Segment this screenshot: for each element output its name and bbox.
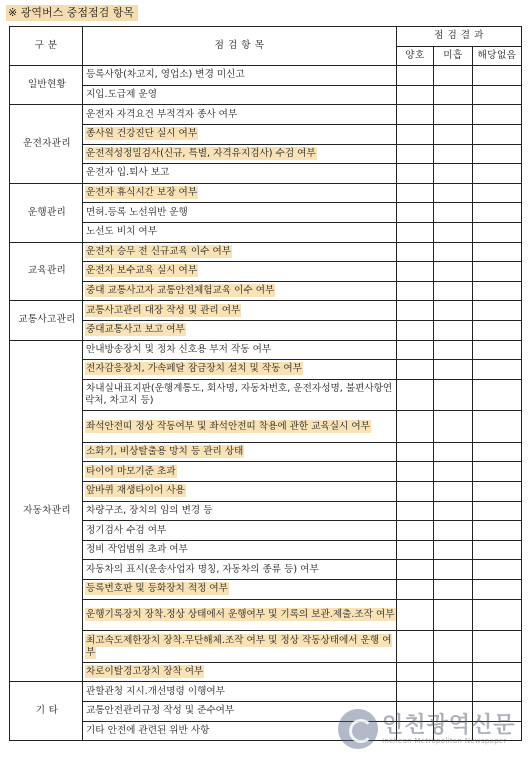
result-cell-poor[interactable] [434,662,473,682]
item-cell [83,521,397,541]
result-cell-poor[interactable] [434,340,473,360]
result-cell-na[interactable] [473,242,522,262]
item-cell [83,702,397,722]
result-cell-na[interactable] [473,164,522,184]
item-text: 지입.도급제 운영 [86,89,157,101]
result-cell-poor[interactable] [434,721,473,741]
result-cell-good[interactable] [397,360,434,380]
result-cell-good[interactable] [397,164,434,184]
result-cell-good[interactable] [397,85,434,105]
result-cell-poor[interactable] [434,281,473,301]
item-cell [83,411,397,443]
result-cell-poor[interactable] [434,442,473,462]
result-cell-poor[interactable] [434,262,473,282]
item-cell [83,631,397,663]
item-cell [83,144,397,164]
item-cell [83,682,397,702]
header-result-good: 양호 [397,46,434,66]
item-text: 운전자 휴식시간 보장 여부 [86,187,198,199]
item-cell [83,482,397,502]
table-row [10,521,522,541]
item-cell [83,85,397,105]
table-row [10,105,522,125]
result-cell-good[interactable] [397,262,434,282]
result-cell-na[interactable] [473,144,522,164]
table-row [10,85,522,105]
item-text: 노선도 비치 여부 [86,226,157,238]
item-cell [83,462,397,482]
item-text: 운전적성정밀검사(신규, 특별, 자격유지검사) 수검 여부 [86,147,316,159]
item-text: 정기검사 수검 여부 [86,524,167,536]
result-cell-good[interactable] [397,631,434,663]
category-cell: 일반현황 [10,66,83,105]
table-row [10,631,522,663]
result-cell-poor[interactable] [434,631,473,663]
result-cell-good[interactable] [397,203,434,223]
item-cell [83,442,397,462]
result-cell-good[interactable] [397,379,434,411]
item-text: 중대교통사고 보고 여부 [86,324,185,336]
item-cell [83,183,397,203]
table-row [10,379,522,411]
item-cell [83,203,397,223]
result-cell-poor[interactable] [434,105,473,125]
header-result-poor: 미흡 [434,46,473,66]
result-cell-good[interactable] [397,540,434,560]
table-row [10,721,522,741]
result-cell-na[interactable] [473,521,522,541]
item-cell [83,262,397,282]
result-cell-good[interactable] [397,340,434,360]
item-cell [83,281,397,301]
item-text: 소화기, 비상탈출용 망치 등 관리 상태 [86,446,244,458]
item-text: 운전자 승무 전 신규교육 이수 여부 [86,245,231,257]
item-cell [83,379,397,411]
header-result-group: 점 검 결 과 [397,27,522,47]
table-row [10,702,522,722]
result-cell-poor[interactable] [434,183,473,203]
result-cell-good[interactable] [397,222,434,242]
item-cell [83,360,397,380]
result-cell-poor[interactable] [434,521,473,541]
item-cell [83,340,397,360]
table-row [10,682,522,702]
table-row [10,580,522,600]
result-cell-poor[interactable] [434,580,473,600]
item-cell [83,222,397,242]
item-cell [83,580,397,600]
result-cell-na[interactable] [473,85,522,105]
result-cell-na[interactable] [473,379,522,411]
item-text: 교통사고관리 대장 작성 및 관리 여부 [86,304,241,316]
item-cell [83,560,397,580]
watermark-name: 인천광역신문 [382,712,516,738]
result-cell-poor[interactable] [434,540,473,560]
page-title: ※ 광역버스 중점점검 항목 [6,5,138,21]
table-row [10,262,522,282]
result-cell-good[interactable] [397,183,434,203]
result-cell-good[interactable] [397,662,434,682]
header-category: 구 분 [10,27,83,66]
table-row [10,411,522,443]
result-cell-poor[interactable] [434,203,473,223]
table-row [10,320,522,340]
item-text: 운전자 입.퇴사 보고 [86,167,170,179]
result-cell-na[interactable] [473,281,522,301]
result-cell-na[interactable] [473,560,522,580]
result-cell-poor[interactable] [434,320,473,340]
result-cell-good[interactable] [397,144,434,164]
table-row [10,599,522,631]
table-body [10,66,522,741]
item-cell [83,124,397,144]
result-cell-na[interactable] [473,462,522,482]
result-cell-good[interactable] [397,482,434,502]
category-cell: 교통사고관리 [10,301,83,340]
item-text: 면허.등록 노선위반 운행 [86,206,188,218]
item-text: 타이어 마모기준 초과 [86,465,176,477]
item-cell [83,242,397,262]
result-cell-na[interactable] [473,501,522,521]
item-cell [83,662,397,682]
item-text: 등록사항(차고지, 영업소) 변경 미신고 [86,69,245,81]
result-cell-poor[interactable] [434,85,473,105]
result-cell-na[interactable] [473,580,522,600]
item-text: 좌석안전띠 정상 작동여부 및 좌석안전띠 착용에 관한 교육실시 여부 [86,420,370,432]
result-cell-good[interactable] [397,105,434,125]
item-text: 안내방송장치 및 정차 신호용 부저 작동 여부 [86,343,272,355]
table-row [10,340,522,360]
header-item: 점 검 항 목 [83,27,397,66]
result-cell-poor[interactable] [434,560,473,580]
item-cell [83,66,397,86]
result-cell-good[interactable] [397,411,434,443]
item-text: 기타 안전에 관련된 위반 사항 [86,724,210,736]
result-cell-good[interactable] [397,66,434,86]
table-row [10,482,522,502]
item-cell [83,721,397,741]
item-text: 종사원 건강진단 실시 여부 [86,128,198,140]
item-text: 등록번호판 및 등화장치 적정 여부 [86,583,228,595]
result-cell-good[interactable] [397,242,434,262]
item-cell [83,501,397,521]
result-cell-na[interactable] [473,599,522,631]
result-cell-good[interactable] [397,124,434,144]
item-text: 운전자 자격요건 부적격자 종사 여부 [86,108,238,120]
result-cell-good[interactable] [397,580,434,600]
result-cell-poor[interactable] [434,411,473,443]
table-row [10,242,522,262]
table-row [10,203,522,223]
item-text: 차량구조, 장치의 임의 변경 등 [86,504,213,516]
result-cell-good[interactable] [397,320,434,340]
result-cell-good[interactable] [397,442,434,462]
table-row [10,662,522,682]
table-row [10,560,522,580]
result-cell-na[interactable] [473,540,522,560]
result-cell-na[interactable] [473,442,522,462]
result-cell-na[interactable] [473,222,522,242]
item-text: 운행기록장치 장착.정상 상태에서 운행여부 및 기록의 보관.제출.조작 여부 [86,608,395,620]
result-cell-na[interactable] [473,183,522,203]
item-cell [83,105,397,125]
result-cell-poor[interactable] [434,144,473,164]
item-text: 관할관청 지시.개선명령 이행여부 [86,685,225,697]
category-cell: 자동차관리 [10,340,83,682]
result-cell-poor[interactable] [434,124,473,144]
result-cell-poor[interactable] [434,222,473,242]
result-cell-good[interactable] [397,301,434,321]
result-cell-poor[interactable] [434,462,473,482]
table-row [10,144,522,164]
table-row [10,501,522,521]
item-cell [83,599,397,631]
table-row [10,360,522,380]
result-cell-na[interactable] [473,411,522,443]
result-cell-poor[interactable] [434,599,473,631]
result-cell-na[interactable] [473,124,522,144]
result-cell-good[interactable] [397,721,434,741]
result-cell-poor[interactable] [434,482,473,502]
result-cell-good[interactable] [397,560,434,580]
result-cell-na[interactable] [473,482,522,502]
result-cell-poor[interactable] [434,501,473,521]
category-cell: 운행관리 [10,183,83,242]
result-cell-poor[interactable] [434,164,473,184]
item-text: 전자감응장치, 가속페달 잠금장치 설치 및 작동 여부 [86,363,302,375]
table-row [10,301,522,321]
result-cell-good[interactable] [397,702,434,722]
result-cell-na[interactable] [473,66,522,86]
table-row [10,164,522,184]
item-cell [83,320,397,340]
result-cell-good[interactable] [397,682,434,702]
result-cell-na[interactable] [473,203,522,223]
result-cell-na[interactable] [473,631,522,663]
category-cell: 교육관리 [10,242,83,301]
table-row [10,183,522,203]
result-cell-poor[interactable] [434,702,473,722]
item-text: 운전자 보수교육 실시 여부 [86,265,198,277]
result-cell-na[interactable] [473,301,522,321]
item-text: 차로이탈경고장치 장착 여부 [86,666,204,678]
result-cell-poor[interactable] [434,379,473,411]
result-cell-good[interactable] [397,462,434,482]
item-text: 최고속도제한장치 장착.무단해체.조작 여부 및 정상 작동상태에서 운행 여부 [86,634,392,658]
table-row [10,442,522,462]
result-cell-na[interactable] [473,262,522,282]
inspection-table [9,26,522,741]
category-cell: 기 타 [10,682,83,741]
category-cell: 운전자관리 [10,105,83,183]
result-cell-good[interactable] [397,281,434,301]
result-cell-poor[interactable] [434,242,473,262]
result-cell-na[interactable] [473,105,522,125]
result-cell-good[interactable] [397,599,434,631]
item-text: 교통안전관리규정 작성 및 준수여부 [86,705,235,717]
result-cell-na[interactable] [473,662,522,682]
item-text: 자동차의 표시(운송사업자 명칭, 자동차의 종류 등) 여부 [86,563,319,575]
result-cell-poor[interactable] [434,682,473,702]
watermark-subtitle: Incheon Metropolitan Newspaper [382,737,507,745]
item-cell [83,540,397,560]
item-text: 차내실내표지판(운행계통도, 회사명, 자동차번호, 운전자성명, 불편사항연락처, 차고지 등) [85,382,393,406]
table-row [10,281,522,301]
table-row [10,540,522,560]
result-cell-good[interactable] [397,521,434,541]
header-result-na: 해당없음 [473,46,522,66]
result-cell-poor[interactable] [434,66,473,86]
item-text: 앞바퀴 재생타이어 사용 [86,485,185,497]
table-row [10,124,522,144]
table-row [10,66,522,86]
result-cell-poor[interactable] [434,301,473,321]
result-cell-na[interactable] [473,320,522,340]
result-cell-na[interactable] [473,721,522,741]
item-text: 정비 작업범위 초과 여부 [86,544,188,556]
result-cell-na[interactable] [473,360,522,380]
result-cell-poor[interactable] [434,360,473,380]
result-cell-good[interactable] [397,501,434,521]
result-cell-na[interactable] [473,702,522,722]
result-cell-na[interactable] [473,340,522,360]
result-cell-na[interactable] [473,682,522,702]
item-text: 중대 교통사고자 교통안전체험교육 이수 여부 [86,285,275,297]
item-cell [83,301,397,321]
table-row [10,222,522,242]
item-cell [83,164,397,184]
table-row [10,462,522,482]
